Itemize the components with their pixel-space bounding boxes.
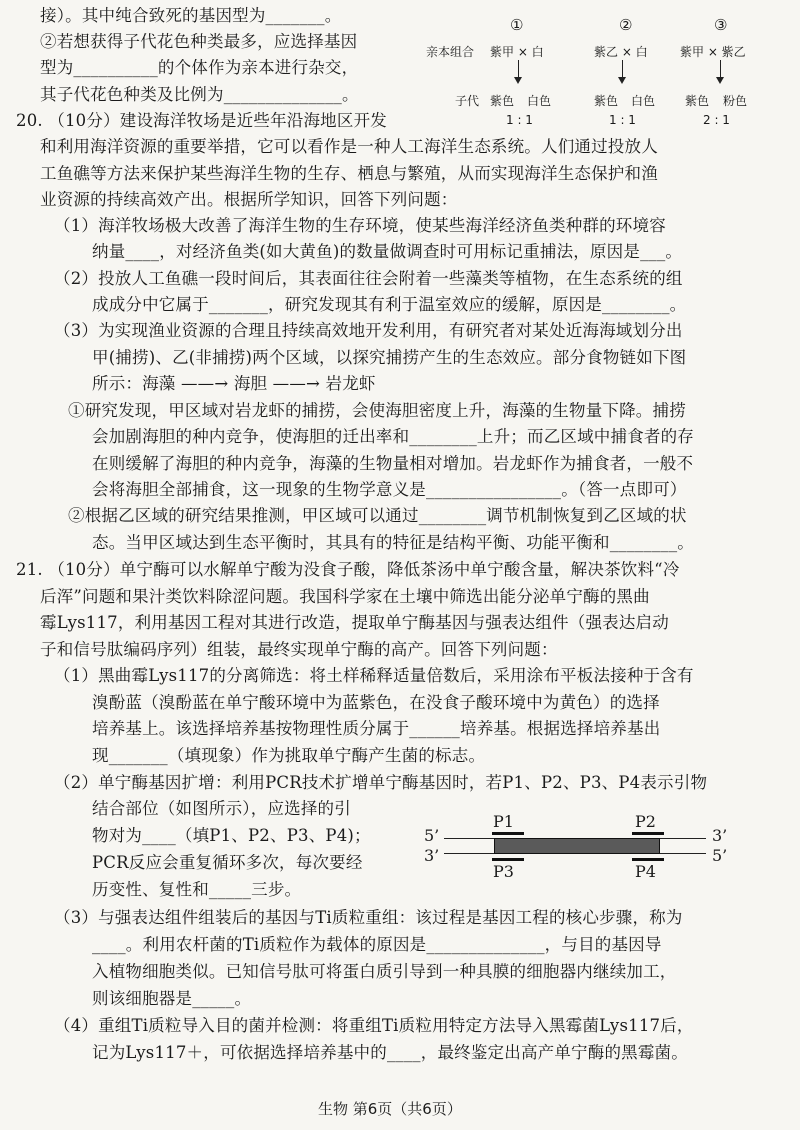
cross-num-2: ② [619,16,633,34]
cross2-arrow [622,60,623,82]
primer-p2 [632,832,664,835]
q21-line2: 后浑”问题和果汁类饮料除涩问题。我国科学家在土壤中筛选出能分泌单宁酶的黑曲 [40,587,650,606]
q20-line4: 业资源的持续高效产出。根据所学知识，回答下列问题： [40,190,458,209]
q20-1a: （1）海洋牧场极大改善了海洋生物的生存环境，使某些海洋经济鱼类种群的环境容 [54,216,666,235]
q21-4b: 记为Lys117＋，可依据选择培养基中的____，最终鉴定出高产单宁酶的黑霉菌。 [92,1043,688,1062]
cross2-parents: 紫乙 × 白 [594,45,648,59]
primer-p1-label: P1 [493,812,514,831]
cross1-right: 白色 [527,94,552,108]
cross1-left: 紫色 [490,94,515,108]
q20-c1c: 在则缓解了海胆的种内竞争，海藻的生物量相对增加。岩龙虾作为捕食者，一般不 [92,454,694,473]
page-footer: 生物 第6页（共6页） [318,1100,462,1118]
q21-line3: 霉Lys117，利用基因工程对其进行改造，提取单宁酶基因与强表达组件（强表达启动 [40,613,669,632]
parent-label: 亲本组合 [426,45,475,59]
q20-3b: 甲(捕捞)、乙(非捕捞)两个区域，以探究捕捞产生的生态效应。部分食物链如下图 [92,348,687,367]
primer-p3-label: P3 [493,862,514,881]
q19-line1: 接）。其中纯合致死的基因型为_______。 [40,6,342,25]
q21-4a: （4）重组Ti质粒导入目的菌并检测：将重组Ti质粒用特定方法导入黑霉菌Lys117后， [54,1016,694,1035]
cross3-right: 粉色 [723,94,748,108]
q20-c1d: 会将海胆全部捕食，这一现象的生物学意义是________________。（答一点即可） [92,480,687,499]
q20-line3: 工鱼礁等方法来保护某些海洋生物的生存、栖息与繁殖，从而实现海洋生态保护和渔 [40,164,658,183]
q20-2a: （2）投放人工鱼礁一段时间后，其表面往往会附着一些藻类等植物，在生态系统的组 [54,269,683,288]
q20-c2a: ②根据乙区域的研究结果推测，甲区域可以通过________调节机制恢复到乙区域的状 [68,506,687,525]
cross-num-3: ③ [714,16,728,34]
q21-2a: （2）单宁酶基因扩增：利用PCR技术扩增单宁酶基因时，若P1、P2、P3、P4表示引物 [54,773,708,792]
cross2-left: 紫色 [594,94,619,108]
cross2-right: 白色 [631,94,656,108]
q20-3a: （3）为实现渔业资源的合理且持续高效地开发利用，有研究者对某处近海海域划分出 [54,321,683,340]
q21-3b: ____。利用农杆菌的Ti质粒作为载体的原因是______________，与目的基因导 [92,935,662,954]
cross3-arrow [720,60,721,82]
q21-2c: 物对为____（填P1、P2、P3、P4)； [92,826,371,845]
q21-2e: 历变性、复性和_____三步。 [92,880,302,899]
q20-2b: 成成分中它属于_______，研究发现其有利于温室效应的缓解，原因是________。 [92,295,687,314]
cross1-arrow [518,60,519,82]
cross2-ratio: 1 : 1 [609,113,636,127]
q21-3c: 入植物细胞类似。已知信号肽可将蛋白质引导到一种具膜的细胞器内继续加工， [92,962,677,981]
q19-line2: ②若想获得子代花色种类最多，应选择基因 [40,32,358,51]
q20-1b: 纳量____，对经济鱼类(如大黄鱼)的数量做调查时可用标记重捕法，原因是___。 [92,242,683,261]
q21-1d: 现_______（填现象）作为挑取单宁酶产生菌的标志。 [92,746,486,765]
q20-line2: 和利用海洋资源的重要举措，它可以看作是一种人工海洋生态系统。人们通过投放人 [40,137,658,156]
q21-1c: 培养基上。该选择培养基按物理性质分属于______培养基。根据选择培养基出 [92,719,661,738]
strand-bottom-left-end: 3’ [424,846,440,865]
cross3-left: 紫色 [685,94,710,108]
primer-p3 [492,858,524,861]
primer-p4 [632,858,664,861]
q21-1a: （1）黑曲霉Lys117的分离筛选：将土样稀释适量倍数后，采用涂布平板法接种于含有 [54,666,694,685]
target-gene-region [494,838,660,854]
q21-line1: 21. （10分）单宁酶可以水解单宁酸为没食子酸，降低茶汤中单宁酸含量，解决茶饮料“冷 [16,560,680,579]
q20-c2b: 态。当甲区域达到生态平衡时，其具有的特征是结构平衡、功能平衡和________。 [92,533,694,552]
primer-p2-label: P2 [635,812,656,831]
cross1-parents: 紫甲 × 白 [490,45,544,59]
q20-c1b: 会加剧海胆的种内竞争，使海胆的迁出率和________上升；而乙区域中捕食者的存 [92,427,694,446]
cross1-ratio: 1 : 1 [506,113,533,127]
offspring-label: 子代 [455,94,480,108]
q19-line4: 其子代花色种类及比例为______________。 [40,85,359,104]
q20-line1: 20. （10分）建设海洋牧场是近些年沿海地区开发 [16,111,387,130]
strand-bottom-right-end: 5’ [712,846,728,865]
q21-1b: 溴酚蓝（溴酚蓝在单宁酸环境中为蓝紫色，在没食子酸环境中为黄色）的选择 [92,693,660,712]
cross3-ratio: 2 : 1 [703,113,730,127]
primer-p1 [492,832,524,835]
strand-top-left-end: 5’ [424,826,440,845]
q21-3a: （3）与强表达组件组装后的基因与Ti质粒重组：该过程是基因工程的核心步骤，称为 [54,908,683,927]
q21-3d: 则该细胞器是_____。 [92,989,252,1008]
q21-line4: 子和信号肽编码序列）组装，最终实现单宁酶的高产。回答下列问题： [40,640,558,659]
strand-top-right-end: 3’ [712,826,728,845]
q20-c1a: ①研究发现，甲区域对岩龙虾的捕捞，会使海胆密度上升，海藻的生物量下降。捕捞 [68,401,686,420]
q21-2b: 结合部位（如图所示），应选择的引 [92,799,351,818]
q21-2d: PCR反应会重复循环多次，每次要经 [92,853,363,872]
q20-3c-food-chain: 所示：海藻 ——→ 海胆 ——→ 岩龙虾 [92,374,376,393]
q19-line3: 型为__________的个体作为亲本进行杂交， [40,58,359,77]
cross-num-1: ① [510,16,524,34]
cross3-parents: 紫甲 × 紫乙 [680,45,746,59]
primer-p4-label: P4 [635,862,656,881]
